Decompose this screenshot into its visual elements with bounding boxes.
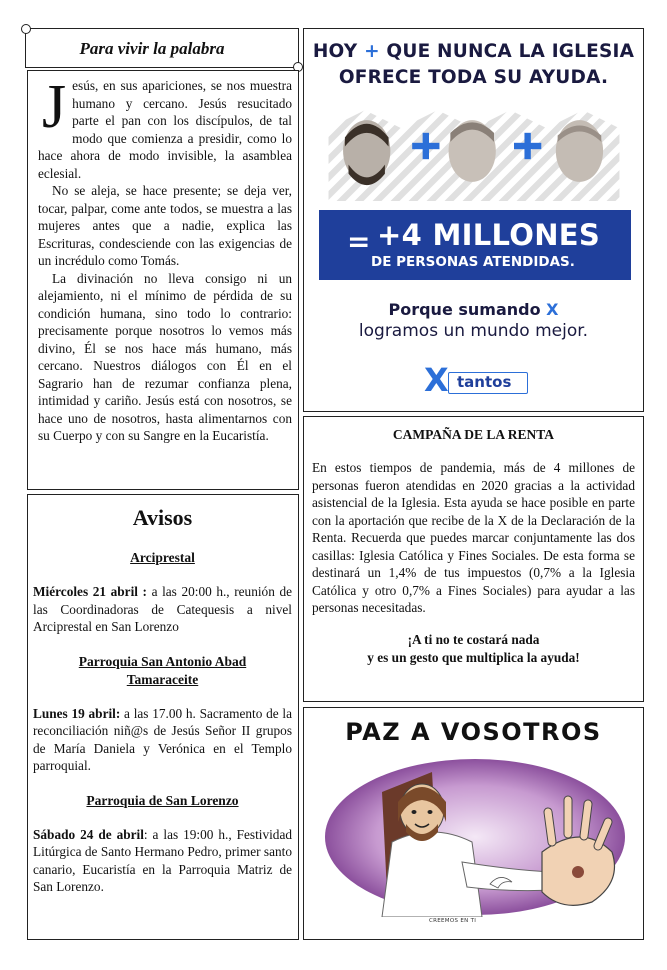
aviso-arciprestal bbox=[33, 583, 292, 636]
renta-call-line1: ¡A ti no te costará nada bbox=[407, 631, 540, 647]
palabra-paragraph-2: No se aleja, se hace presente; se deja ver, tocar, palpar, come ante todos, se muestra a las mujeres antes que a nadie, explica las Escrituras, condesciende con las exigencias de un incrédulo como Tomás. bbox=[38, 183, 292, 268]
xtantos-wordmark: tantos bbox=[448, 372, 528, 394]
renta-call-line2: y es un gesto que multiplica la ayuda! bbox=[367, 649, 580, 665]
palabra-title-banner bbox=[25, 28, 299, 68]
drop-cap: J bbox=[42, 73, 67, 141]
ad-tagline-x: X bbox=[546, 300, 559, 319]
ad-stat-number: +4 MILLONES bbox=[377, 218, 601, 252]
aviso-san-antonio bbox=[33, 705, 292, 775]
ad-stat-banner bbox=[319, 210, 631, 280]
xtantos-ad bbox=[303, 28, 644, 412]
ad-headline-hoy: HOY bbox=[312, 41, 358, 62]
ad-stat-caption: DE PERSONAS ATENDIDAS. bbox=[371, 254, 575, 270]
plus-icon: + bbox=[364, 41, 380, 62]
renta-title: CAMPAÑA DE LA RENTA bbox=[392, 427, 555, 442]
renta-section bbox=[303, 416, 644, 702]
palabra-paragraph-3: La divinación no lleva consigo ni un alejamiento, ni el mínimo de pérdida de su condición humana, sino todo lo contrario: precisamente porque nosotros lo vemos más divino, Él se nos hace más humano, más cercano. Nuestros diálogos con Él en el Sagrario han de rezumar confianza plena, intimidad y cariño. Jesús está con nosotros, se hace uno de nosotros, hasta alimentarnos con su Cuerpo y con su Sangre en la Eucaristía. bbox=[38, 270, 292, 443]
paz-caption: CREEMOS EN TI bbox=[429, 918, 477, 924]
renta-body: En estos tiempos de pandemia, más de 4 millones de personas fueron atendidas en 2020 gracias a la actividad asistencial de la Iglesia. Esta ayuda se hace posible en parte con la aportación que recibe de la X de la Declaración de la Renta. Recuerda que puedes marcar conjuntamente las dos casillas: Iglesia Católica y Fines Sociales. De esta forma se destinará un 1,4% de tus impuestos (0,7% a la Iglesia Católica y otro 0,7% a Fines Sociales) para ayudar a las personas necesitadas. bbox=[312, 460, 635, 615]
aviso-heading-san-antonio: Parroquia San Antonio Abad Tamaraceite bbox=[78, 653, 247, 687]
faces-illustration bbox=[314, 101, 634, 201]
aviso-text: : a las 19:00 h., Festividad Litúrgica de Santo Hermano Pedro, primer santo canario, Eucaristía en la Parroquia Matriz de San Lorenzo. bbox=[33, 826, 292, 894]
ad-headline-rest: QUE NUNCA LA IGLESIA bbox=[386, 41, 635, 62]
avisos-title: Avisos bbox=[132, 505, 193, 530]
paz-section bbox=[303, 707, 644, 940]
xtantos-x-icon: X bbox=[424, 361, 449, 399]
ad-tagline-text: Porque sumando bbox=[388, 300, 541, 319]
paz-title: PAZ A VOSOTROS bbox=[345, 718, 602, 746]
equals-sign: = bbox=[347, 225, 371, 258]
ad-headline-line1 bbox=[304, 41, 643, 62]
aviso-date: Sábado 24 de abril bbox=[33, 826, 144, 842]
aviso-san-lorenzo bbox=[33, 826, 292, 896]
ad-headline-line2: OFRECE TODA SU AYUDA. bbox=[338, 67, 609, 88]
jesus-cartoon-illustration bbox=[322, 752, 628, 917]
palabra-section bbox=[27, 70, 299, 490]
ad-tagline-2: logramos un mundo mejor. bbox=[358, 321, 589, 341]
aviso-heading-san-lorenzo: Parroquia de San Lorenzo bbox=[86, 792, 239, 808]
aviso-text: a las 17.00 h. Sacramento de la reconciliación niñ@s de Jesús Señor II grupos de María Daniela y Verónica en el Templo parroquial. bbox=[33, 705, 292, 773]
aviso-date: Lunes 19 abril: bbox=[33, 705, 121, 721]
ad-tagline-1 bbox=[304, 300, 643, 319]
palabra-p1-text: esús, en sus apariciones, se nos muestra humano y cercano. Jesús resucitado parte el pan con los discípulos, de tal modo que comienza a presidir, como lo hace ahora de modo invisible, la asamblea eclesial. bbox=[38, 78, 292, 181]
aviso-text: a las 20:00 h., reunión de las Coordinadoras de Catequesis a nivel Arciprestal en San Lorenzo bbox=[33, 584, 292, 634]
xtantos-logo bbox=[424, 361, 534, 399]
palabra-paragraph-1 bbox=[38, 73, 292, 182]
aviso-date: Miércoles 21 abril : bbox=[33, 584, 147, 599]
palabra-title: Para vivir la palabra bbox=[79, 39, 225, 58]
aviso-heading-arciprestal: Arciprestal bbox=[130, 550, 195, 565]
renta-call bbox=[312, 631, 635, 667]
avisos-section bbox=[27, 494, 299, 940]
